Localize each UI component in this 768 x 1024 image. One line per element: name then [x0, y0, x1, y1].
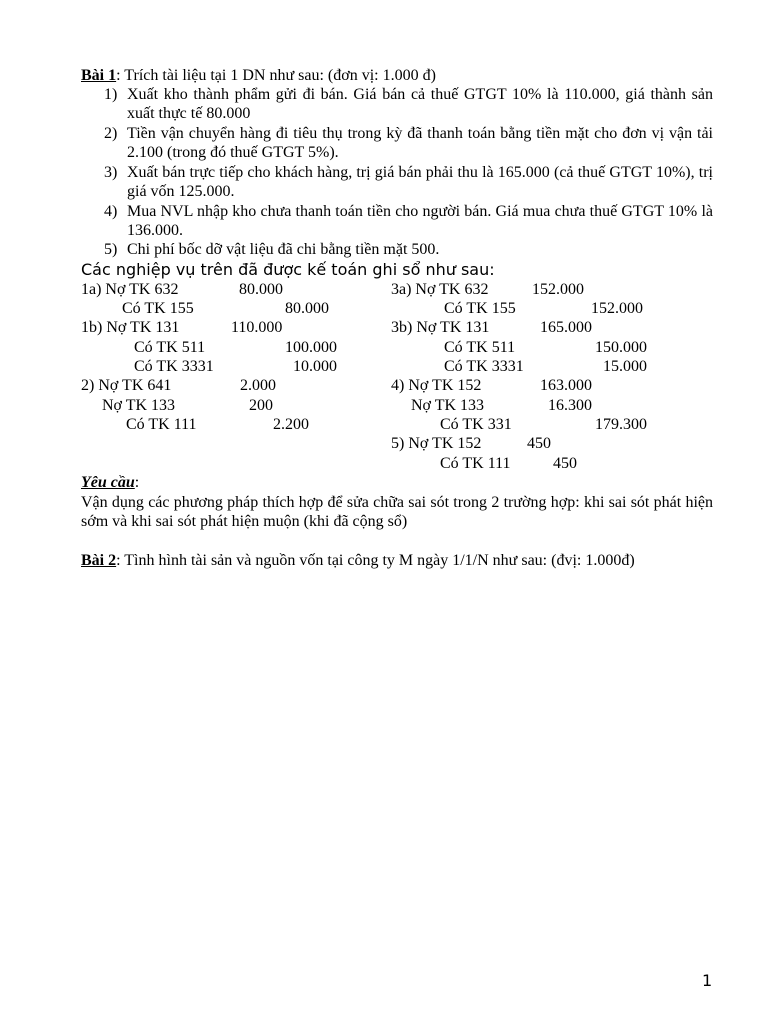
list-item: [104, 85, 713, 123]
journal-value: 152.000: [532, 281, 584, 298]
list-number: 4): [104, 203, 118, 220]
journal-label: 3b) Nợ TK 131: [391, 319, 490, 336]
bai1-heading: [81, 66, 436, 85]
entries-heading: Các nghiệp vụ trên đã được kế toán ghi sổ như sau:: [81, 260, 495, 279]
journal-value: 163.000: [540, 377, 592, 394]
bai1-label: Bài 1: [81, 67, 117, 84]
journal-value: 80.000: [285, 300, 329, 317]
journal-label: Nợ TK 133: [411, 397, 485, 414]
page-number: 1: [702, 971, 713, 990]
list-text: Xuất bán trực tiếp cho khách hàng, trị giá bán phải thu là 165.000 (cả thuế GTGT 10%), trị giá vốn 125.000.: [127, 164, 713, 200]
list-number: 5): [104, 241, 118, 258]
bai2-heading-text: : Tình hình tài sản và nguồn vốn tại công ty M ngày 1/1/N như sau: (đvị: 1.000đ): [116, 552, 635, 569]
list-text: Xuất kho thành phẩm gửi đi bán. Giá bán cả thuế GTGT 10% là 110.000, giá thành sản xuất thực tế 80.000: [127, 86, 713, 122]
journal-label: Có TK 3331: [134, 358, 214, 375]
list-number: 3): [104, 164, 118, 181]
journal-value: 100.000: [285, 339, 337, 356]
journal-value: 200: [249, 397, 273, 414]
list-item: [104, 124, 713, 162]
list-text: Mua NVL nhập kho chưa thanh toán tiền cho người bán. Giá mua chưa thuế GTGT 10% là 136.000.: [127, 203, 713, 239]
journal-label: Có TK 111: [126, 416, 197, 433]
list-text: Chi phí bốc dỡ vật liệu đã chi bằng tiền mặt 500.: [127, 241, 440, 258]
bai2-heading: [81, 551, 635, 570]
list-number: 2): [104, 125, 118, 142]
bai2-label: Bài 2: [81, 552, 117, 569]
requirement-label: Yêu cầu: [81, 474, 135, 491]
journal-label: 4) Nợ TK 152: [391, 377, 482, 394]
list-item: [104, 240, 713, 259]
journal-label: 3a) Nợ TK 632: [391, 281, 489, 298]
journal-value: 2.200: [273, 416, 309, 433]
journal-label: Có TK 511: [444, 339, 516, 356]
bai1-heading-text: : Trích tài liệu tại 1 DN như sau: (đơn vị: 1.000 đ): [116, 67, 436, 84]
journal-value: 450: [527, 435, 551, 452]
requirement-colon: :: [134, 474, 140, 491]
journal-value: 15.000: [603, 358, 647, 375]
journal-label: Có TK 511: [134, 339, 206, 356]
journal-value: 150.000: [595, 339, 647, 356]
journal-label: Nợ TK 133: [102, 397, 176, 414]
journal-label: 5) Nợ TK 152: [391, 435, 482, 452]
list-item: [104, 163, 713, 201]
journal-label: Có TK 111: [440, 455, 511, 472]
list-number: 1): [104, 86, 118, 103]
journal-label: Có TK 155: [122, 300, 194, 317]
journal-label: Có TK 3331: [444, 358, 524, 375]
list-item: [104, 202, 713, 240]
journal-label: 1a) Nợ TK 632: [81, 281, 179, 298]
journal-value: 16.300: [548, 397, 592, 414]
journal-label: 2) Nợ TK 641: [81, 377, 172, 394]
journal-label: Có TK 155: [444, 300, 516, 317]
journal-value: 80.000: [239, 281, 283, 298]
journal-value: 165.000: [540, 319, 592, 336]
requirement-text: Vận dụng các phương pháp thích hợp để sửa chữa sai sót trong 2 trường hợp: khi sai sót phát hiện sớm và khi sai sót phát hiện muộn (khi đã cộng sổ): [81, 494, 713, 530]
requirement-heading: [81, 473, 139, 492]
journal-value: 450: [553, 455, 577, 472]
journal-value: 10.000: [293, 358, 337, 375]
list-text: Tiền vận chuyển hàng đi tiêu thụ trong kỳ đã thanh toán bằng tiền mặt cho đơn vị vận tải 2.100 (trong đó thuế GTGT 5%).: [127, 125, 713, 161]
journal-label: Có TK 331: [440, 416, 512, 433]
journal-value: 179.300: [595, 416, 647, 433]
journal-value: 2.000: [240, 377, 276, 394]
journal-value: 110.000: [231, 319, 283, 336]
journal-value: 152.000: [591, 300, 643, 317]
journal-label: 1b) Nợ TK 131: [81, 319, 180, 336]
